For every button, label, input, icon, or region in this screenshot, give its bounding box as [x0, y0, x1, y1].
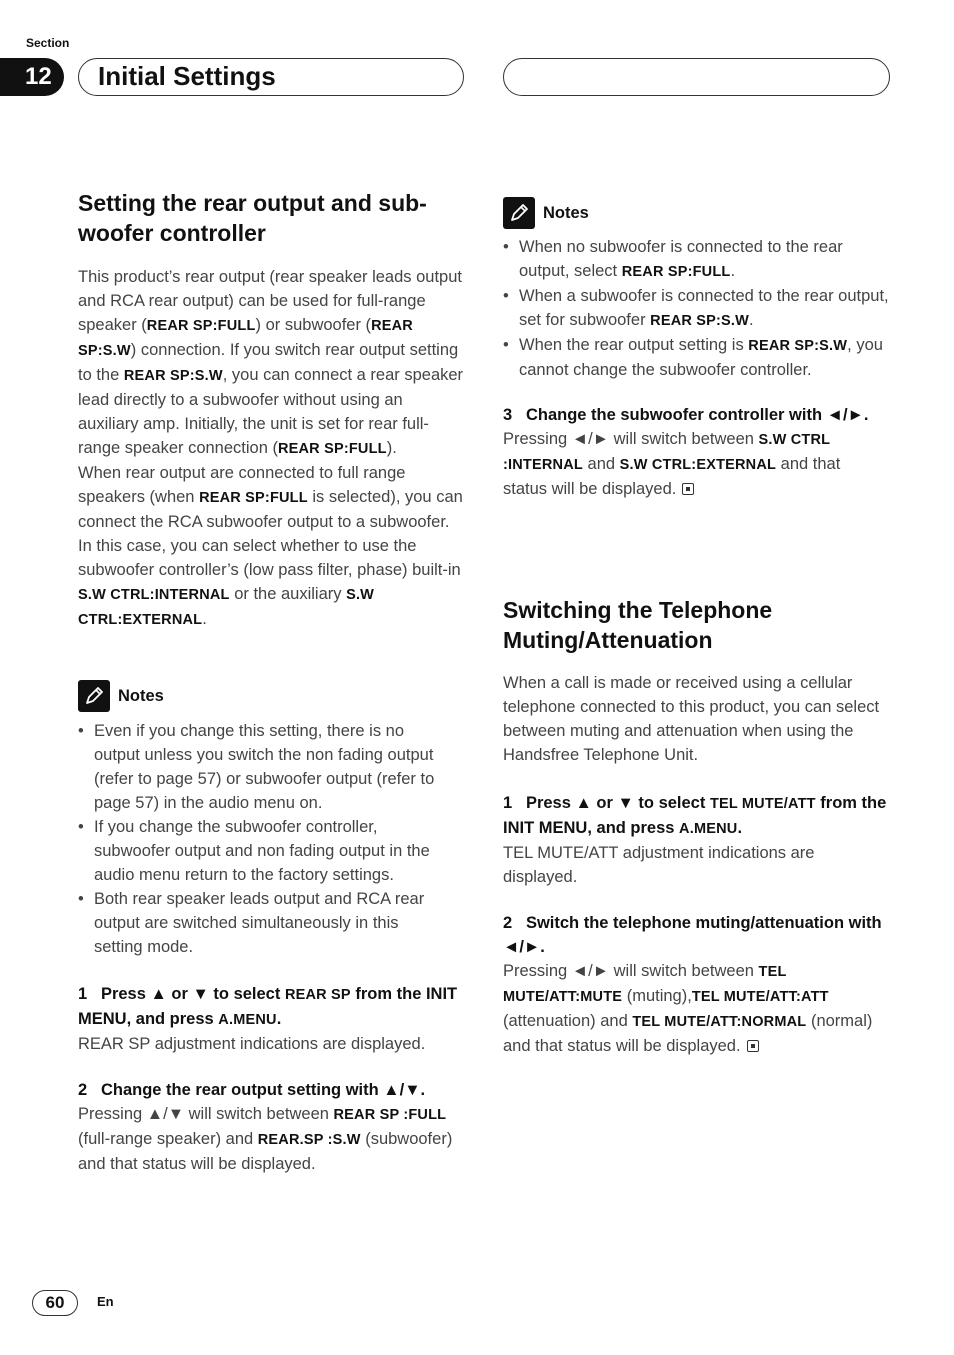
text-run: Change the rear output setting with ▲/▼. [100, 1081, 426, 1099]
page-title: Initial Settings [98, 61, 276, 91]
note-item: • If you change the subwoofer controller, subwoofer output and non fading output in the audio menu return to the factory settings. [78, 815, 450, 887]
step-description [503, 427, 887, 501]
setting-value: TEL MUTE/ATT:ATT [691, 989, 829, 1005]
pencil-icon [78, 680, 110, 712]
language-code: En [97, 1294, 114, 1309]
text-run: (attenuation) and [503, 1012, 633, 1030]
text-run: When no subwoofer is connected to the rear output, select [519, 238, 843, 280]
notes-header [503, 197, 589, 229]
pencil-icon [503, 197, 535, 229]
text-run: When a subwoofer is connected to the rear output, set for subwoofer [519, 287, 889, 329]
text-run: When rear output are connected to full range speakers (when [78, 464, 406, 506]
text-run: . [730, 262, 736, 280]
text-run: ) connection. If you switch rear output setting to the [78, 341, 459, 384]
button-name: A.MENU [679, 821, 738, 837]
setting-value: REAR SP :FULL [333, 1107, 447, 1123]
setting-value: TEL MUTE/ATT:MUTE [503, 964, 787, 1005]
setting-value: TEL MUTE/ATT:NORMAL [632, 1014, 807, 1030]
text-run: , and press [587, 819, 680, 837]
note-item: • Even if you change this setting, there is no output unless you switch the non fading output (refer to page 57) or subwoofer output (refer to page 57) in the audio menu on. [78, 719, 450, 815]
text-run: ). [386, 439, 397, 457]
text-run: This product’s rear output (rear speaker leads output and RCA rear output) can be used for full-range speaker ( [78, 268, 462, 334]
setting-value: REAR SP:FULL [277, 441, 387, 457]
button-name: A.MENU [218, 1012, 277, 1028]
setting-value: REAR SP:S.W [78, 318, 413, 359]
menu-name: INIT MENU [78, 985, 458, 1028]
note-item [503, 235, 889, 284]
text-run: Switch the telephone muting/attenuation with ◄/►. [503, 914, 882, 956]
rear-output-intro [78, 265, 466, 632]
text-run: or the auxiliary [229, 585, 347, 603]
step-2-telephone [503, 911, 891, 1058]
step-instruction [503, 791, 891, 841]
setting-value: REAR SP:FULL [199, 490, 308, 506]
setting-value: REAR SP:S.W [123, 368, 223, 384]
step-description: TEL MUTE/ATT adjustment indications are displayed. [503, 844, 815, 886]
text-run: Pressing ◄/► will switch between [503, 430, 759, 448]
step-number: 1 [503, 794, 513, 812]
setting-value: REAR SP:FULL [146, 318, 256, 334]
text-run: (normal) and that status will be displayed. [503, 1012, 873, 1055]
text-run: (subwoofer) and that status will be displayed. [78, 1130, 453, 1173]
text-run: . [202, 610, 207, 628]
step-number: 1 [78, 985, 88, 1003]
section-number-badge: 12 [0, 58, 64, 96]
step-number: 3 [503, 406, 513, 424]
text-run: Change the subwoofer controller with ◄/►. [525, 406, 869, 424]
setting-value: REAR SP:FULL [621, 264, 731, 280]
text-run: and that status will be displayed. [503, 455, 841, 498]
step-1-rear [78, 982, 466, 1056]
text-run: , you cannot change the subwoofer controller. [519, 336, 883, 379]
setting-value: S.W CTRL:INTERNAL [78, 587, 230, 603]
text-run: Pressing ▲/▼ will switch between [78, 1105, 334, 1123]
text-run: (muting), [622, 987, 692, 1005]
setting-value: REAR SP [284, 987, 351, 1003]
telephone-intro: When a call is made or received using a cellular telephone connected to this product, you can select between muting and attenuation when using the Handsfree Telephone Unit. [503, 674, 880, 764]
text-run: and [582, 455, 620, 473]
setting-value: REAR SP:S.W [650, 313, 750, 329]
text-run: , you can connect a rear speaker lead directly to a subwoofer without using an auxiliary amp. Initially, the unit is set for rear full-range speaker connection ( [78, 366, 464, 457]
step-description [78, 1102, 466, 1176]
notes-label: Notes [543, 204, 589, 222]
note-item: • Both rear speaker leads output and RCA rear output are switched simultaneously in this setting mode. [78, 887, 450, 959]
step-1-telephone [503, 791, 891, 889]
header-blank-frame [503, 58, 890, 96]
text-run: from the [350, 985, 426, 1003]
step-description [503, 959, 891, 1058]
page-number: 60 [32, 1290, 78, 1316]
text-run: . [749, 311, 754, 329]
end-mark-icon [682, 483, 694, 495]
menu-name: INIT MENU [503, 819, 588, 837]
text-run: from the [815, 794, 887, 812]
setting-value: TEL MUTE/ATT [709, 796, 816, 812]
text-run: Press ▲ or ▼ to select [525, 794, 710, 812]
setting-value: REAR.SP :S.W [257, 1132, 361, 1148]
step-number: 2 [78, 1081, 88, 1099]
rear-output-heading: Setting the rear output and sub-woofer controller [78, 190, 427, 246]
step-instruction [503, 911, 891, 959]
setting-value: S.W CTRL :INTERNAL [503, 432, 830, 473]
setting-value: S.W CTRL:EXTERNAL [619, 457, 777, 473]
note-item [503, 284, 889, 333]
text-run: . [737, 819, 743, 837]
text-run: . [276, 1010, 282, 1028]
text-run: Pressing ◄/► will switch between [503, 962, 759, 980]
text-run: Press ▲ or ▼ to select [100, 985, 285, 1003]
step-3-subwoofer [503, 403, 887, 501]
step-number: 2 [503, 914, 513, 932]
setting-value: S.W CTRL:EXTERNAL [78, 587, 375, 628]
step-2-rear [78, 1078, 466, 1176]
step-description: REAR SP adjustment indications are displayed. [78, 1035, 426, 1053]
step-instruction [78, 982, 466, 1032]
notes-list [503, 235, 889, 382]
notes-list [78, 719, 450, 959]
setting-value: REAR SP:S.W [748, 338, 848, 354]
text-run: is selected), you can connect the RCA subwoofer output to a subwoofer. In this case, you can select whether to use the subwoofer controller’s (low pass filter, phase) built-in [78, 488, 463, 579]
notes-header [78, 680, 164, 712]
end-mark-icon [747, 1040, 759, 1052]
section-label: Section [26, 36, 70, 50]
notes-label: Notes [118, 687, 164, 705]
text-run: , and press [126, 1010, 219, 1028]
step-instruction [503, 403, 887, 427]
text-run: ) or subwoofer ( [255, 316, 372, 334]
note-item [503, 333, 889, 382]
step-instruction [78, 1078, 466, 1102]
text-run: When the rear output setting is [519, 336, 749, 354]
text-run: (full-range speaker) and [78, 1130, 258, 1148]
telephone-heading: Switching the Telephone Muting/Attenuation [503, 597, 773, 653]
